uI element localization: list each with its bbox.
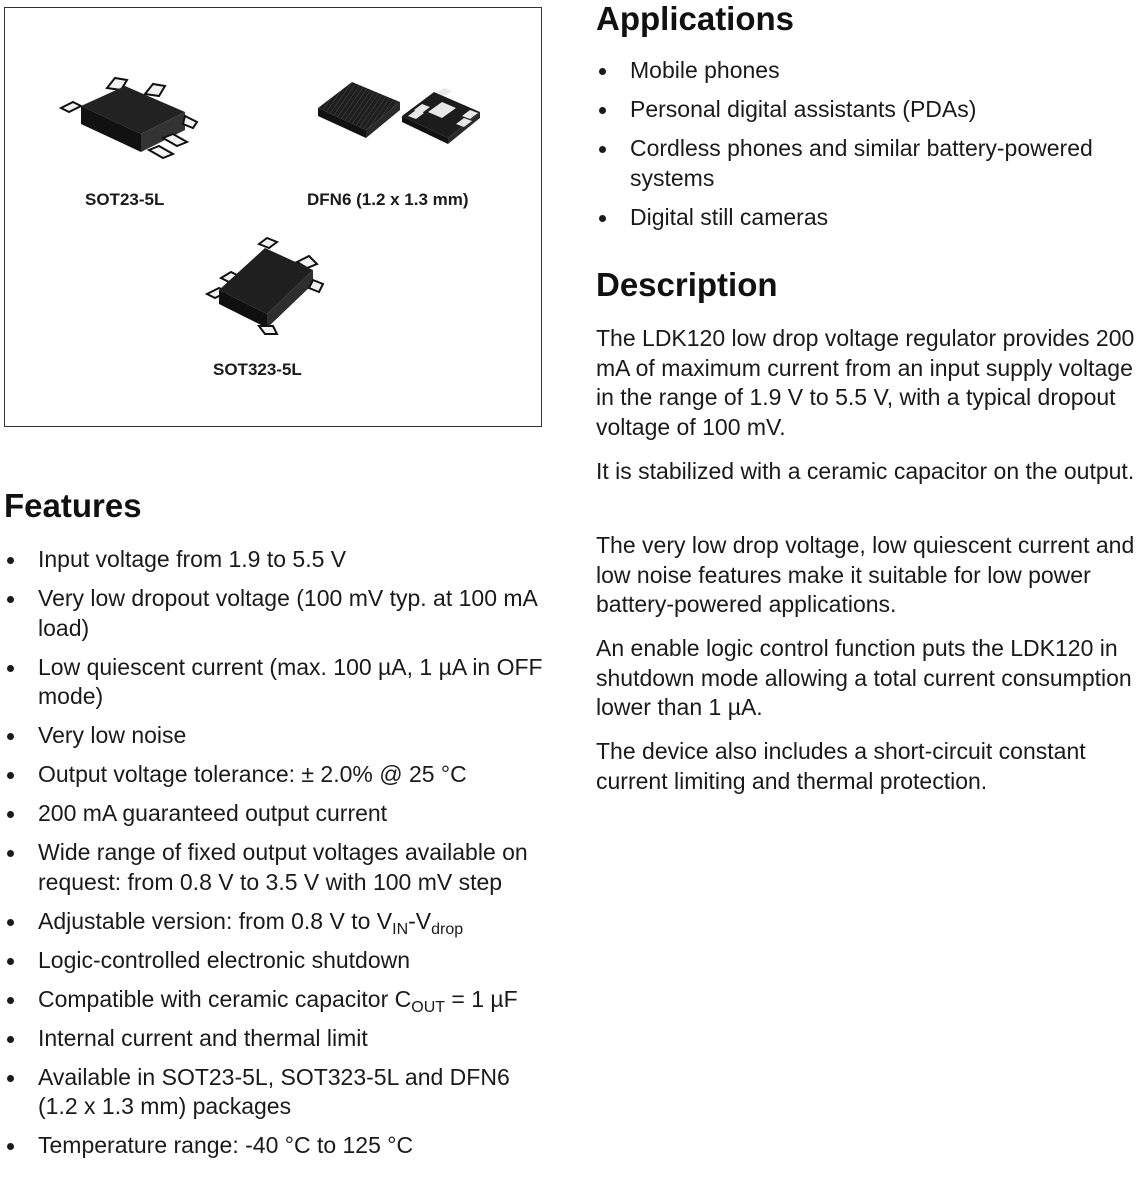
subscript: IN [392,920,409,938]
list-item: Personal digital assistants (PDAs) [596,95,1136,125]
description-paragraph: The very low drop voltage, low quiescent current and low noise features make it suitable for low power battery-powered applications. [596,532,1135,617]
item-text: Compatible with ceramic capacitor C [38,985,412,1012]
dfn6-image [310,72,490,152]
sot23-5l-label: SOT23-5L [85,190,165,209]
description-paragraph: It is stabilized with a ceramic capacitor on the output. [596,458,1135,484]
description-heading: Description [596,266,778,303]
list-item: Temperature range: -40 °C to 125 °C [4,1131,549,1161]
list-item [4,985,549,1015]
list-item: Internal current and thermal limit [4,1024,549,1054]
item-text: = 1 µF [445,985,518,1012]
list-item: Output voltage tolerance: ± 2.0% @ 25 °C [4,760,549,790]
list-item: Wide range of fixed output voltages available on request: from 0.8 V to 3.5 V with 100 mV step [4,838,549,897]
applications-heading: Applications [596,0,795,37]
dfn6-label: DFN6 (1.2 x 1.3 mm) [307,190,469,209]
list-item: Available in SOT23-5L, SOT323-5L and DFN6 (1.2 x 1.3 mm) packages [4,1063,549,1122]
subscript: OUT [411,998,446,1016]
list-item [4,907,549,937]
item-text: -V [408,907,432,934]
list-item: Very low dropout voltage (100 mV typ. at 100 mA load) [4,584,549,643]
sot323-5l-image [201,234,331,338]
list-item: 200 mA guaranteed output current [4,799,549,829]
list-item: Cordless phones and similar battery-powered systems [596,134,1136,193]
description-paragraph: The LDK120 low drop voltage regulator provides 200 mA of maximum current from an input supply voltage in the range of 1.9 V to 5.5 V, with a typical dropout voltage of 100 mV. [596,325,1135,440]
sot23-5l-image [55,72,205,172]
subscript: drop [431,920,464,938]
list-item: Very low noise [4,721,549,751]
applications-list [596,56,1136,242]
list-item: Low quiescent current (max. 100 µA, 1 µA in OFF mode) [4,653,549,712]
sot323-5l-label: SOT323-5L [213,360,302,379]
package-figure [4,7,542,427]
list-item: Mobile phones [596,56,1136,86]
description-paragraph: The device also includes a short-circuit constant current limiting and thermal protection. [596,738,1086,794]
list-item: Input voltage from 1.9 to 5.5 V [4,545,549,575]
description-paragraph: An enable logic control function puts the LDK120 in shutdown mode allowing a total current consumption lower than 1 µA. [596,635,1132,720]
features-heading: Features [4,487,142,524]
list-item: Logic-controlled electronic shutdown [4,946,549,976]
features-list [4,545,549,1170]
item-text: Adjustable version: from 0.8 V to V [38,907,393,934]
list-item: Digital still cameras [596,203,1136,233]
